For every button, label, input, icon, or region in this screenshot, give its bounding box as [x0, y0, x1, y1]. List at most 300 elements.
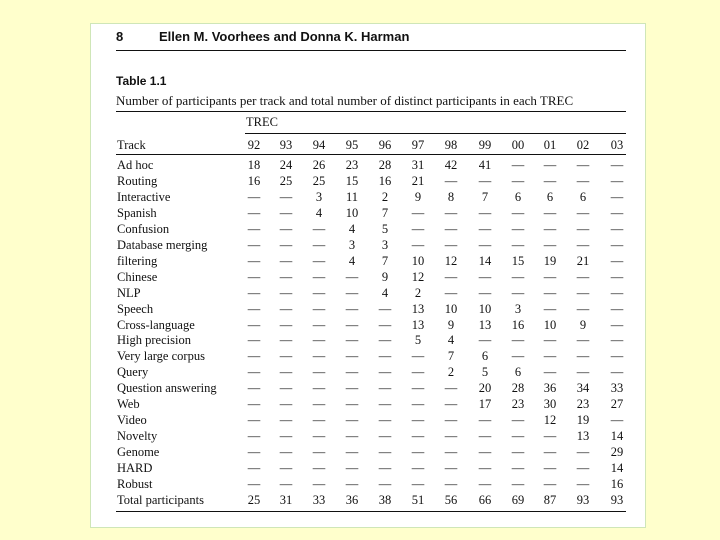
participant-count: 3	[348, 237, 356, 252]
participant-count: 33	[610, 381, 624, 396]
participant-count: 30	[543, 397, 557, 412]
participant-count: 41	[478, 158, 492, 172]
participant-count: —	[247, 253, 261, 268]
participant-count: —	[511, 158, 525, 172]
participant-count: —	[279, 189, 293, 204]
column-header-rule	[116, 154, 626, 155]
participant-count: —	[478, 445, 492, 460]
running-header-authors: Ellen M. Voorhees and Donna K. Harman	[159, 29, 410, 44]
participant-count: 9	[447, 317, 455, 332]
track-name: Database merging	[117, 237, 208, 252]
participant-count: —	[478, 333, 492, 348]
header-rule	[116, 50, 626, 51]
participant-count: —	[247, 461, 261, 476]
participant-count: —	[279, 301, 293, 316]
participant-count: 6	[514, 189, 522, 204]
participant-count: —	[312, 365, 326, 380]
participant-count: —	[247, 237, 261, 252]
track-name: Ad hoc	[117, 158, 154, 172]
participant-count: —	[378, 461, 392, 476]
participant-count: —	[610, 189, 624, 204]
table-top-rule	[116, 111, 626, 112]
participant-count: —	[411, 397, 425, 412]
participant-count: —	[279, 445, 293, 460]
participant-count: —	[312, 285, 326, 300]
participant-count: 16	[378, 173, 392, 188]
participant-count: —	[345, 381, 359, 396]
participant-count: 19	[543, 253, 557, 268]
participant-count: —	[610, 301, 624, 316]
track-name: filtering	[117, 253, 158, 268]
participant-count: —	[511, 173, 525, 188]
track-name: Confusion	[117, 221, 170, 236]
participant-count: —	[576, 173, 590, 188]
participant-count: 2	[381, 189, 389, 204]
participant-count: —	[576, 365, 590, 380]
document-page	[90, 23, 646, 528]
participant-count: —	[378, 333, 392, 348]
participant-count: —	[576, 285, 590, 300]
participant-count: —	[444, 397, 458, 412]
participant-count: 14	[610, 429, 624, 444]
participant-count: —	[312, 461, 326, 476]
participant-count: 15	[511, 253, 525, 268]
track-name: Query	[117, 365, 149, 380]
participant-count: —	[511, 413, 525, 428]
participant-count: —	[247, 317, 261, 332]
participant-count: 7	[481, 189, 489, 204]
participant-count: —	[279, 477, 293, 491]
participant-count: —	[312, 221, 326, 236]
participant-count: 9	[579, 317, 587, 332]
participant-count: —	[478, 269, 492, 284]
participant-count: —	[576, 269, 590, 284]
participant-count: —	[312, 349, 326, 364]
participant-count: —	[247, 365, 261, 380]
participant-count: 7	[381, 253, 389, 268]
participant-count: —	[312, 237, 326, 252]
participant-count: —	[610, 349, 624, 364]
participant-count: —	[478, 461, 492, 476]
track-name: Chinese	[117, 269, 158, 284]
participant-count: 16	[610, 477, 624, 491]
track-name: Cross-language	[117, 317, 195, 332]
participant-count: 29	[610, 445, 624, 460]
track-name: Interactive	[117, 189, 171, 204]
participant-count: —	[247, 269, 261, 284]
participant-count: —	[345, 333, 359, 348]
participant-count: —	[444, 413, 458, 428]
participant-count: 36	[543, 381, 557, 396]
column-header-year: 93	[279, 138, 293, 152]
participant-count: 5	[481, 365, 489, 380]
participant-count: 2	[414, 285, 422, 300]
table-label: Table 1.1	[116, 74, 167, 88]
column-header-year: 97	[411, 138, 425, 152]
participant-count: —	[247, 333, 261, 348]
participant-count: —	[576, 333, 590, 348]
participant-count: 9	[414, 189, 422, 204]
participant-count: —	[444, 173, 458, 188]
participant-count: —	[511, 221, 525, 236]
participant-count: —	[543, 237, 557, 252]
participant-count: 25	[279, 173, 293, 188]
participant-count: —	[411, 381, 425, 396]
participant-count: 24	[279, 158, 293, 172]
group-header-rule	[245, 133, 626, 134]
participant-count: —	[576, 205, 590, 220]
column-header-year: 95	[345, 138, 359, 152]
participant-count: —	[610, 158, 624, 172]
participant-count: 33	[312, 493, 326, 507]
track-name: Question answering	[117, 381, 217, 396]
participant-count: —	[345, 477, 359, 491]
participant-count: —	[576, 301, 590, 316]
track-name: Routing	[117, 173, 158, 188]
participant-count: 34	[576, 381, 590, 396]
participant-count: —	[345, 349, 359, 364]
participant-count: —	[345, 301, 359, 316]
participant-count: —	[610, 205, 624, 220]
column-header-year: 03	[610, 138, 624, 152]
participant-count: 4	[348, 253, 356, 268]
participant-count: 12	[444, 253, 458, 268]
participant-count: 23	[345, 158, 359, 172]
participant-count: —	[279, 237, 293, 252]
participant-count: —	[543, 365, 557, 380]
track-name: HARD	[117, 461, 153, 476]
participant-count: 12	[543, 413, 557, 428]
participant-count: —	[411, 365, 425, 380]
track-name: Novelty	[117, 429, 158, 444]
participant-count: —	[279, 285, 293, 300]
participant-count: —	[543, 445, 557, 460]
participant-count: —	[511, 237, 525, 252]
participant-count: —	[345, 461, 359, 476]
participant-count: —	[247, 285, 261, 300]
participant-count: —	[511, 333, 525, 348]
participant-count: —	[247, 429, 261, 444]
participant-count: —	[345, 445, 359, 460]
participant-count: —	[511, 285, 525, 300]
column-header-year: 94	[312, 138, 326, 152]
participant-count: —	[511, 205, 525, 220]
participant-count: 13	[576, 429, 590, 444]
participant-count: —	[511, 349, 525, 364]
participant-count: 42	[444, 158, 458, 172]
participant-count: —	[279, 253, 293, 268]
participant-count: —	[543, 285, 557, 300]
participant-count: —	[279, 429, 293, 444]
participant-count: —	[543, 429, 557, 444]
participant-count: —	[247, 445, 261, 460]
participant-count: —	[312, 477, 326, 491]
column-header-track: Track	[117, 138, 146, 152]
participant-count: —	[576, 158, 590, 172]
table-caption: Number of participants per track and total number of distinct participants in each TREC	[116, 93, 574, 108]
participant-count: —	[378, 301, 392, 316]
participant-count: —	[543, 333, 557, 348]
participant-count: —	[247, 413, 261, 428]
participant-count: 31	[411, 158, 425, 172]
participant-count: —	[543, 158, 557, 172]
participant-count: —	[247, 301, 261, 316]
participant-count: —	[478, 285, 492, 300]
participant-count: 25	[312, 173, 326, 188]
participant-count: 38	[378, 493, 392, 507]
participant-count: 10	[444, 301, 458, 316]
track-name: Speech	[117, 301, 154, 316]
participant-count: 6	[481, 349, 489, 364]
participant-count: —	[610, 413, 624, 428]
participant-count: —	[610, 285, 624, 300]
participant-count: —	[576, 461, 590, 476]
participant-count: 5	[381, 221, 389, 236]
participant-count: —	[247, 381, 261, 396]
participant-count: —	[279, 461, 293, 476]
table-bottom-rule	[116, 511, 626, 512]
participant-count: —	[279, 349, 293, 364]
participant-count: —	[511, 429, 525, 444]
participant-count: —	[576, 221, 590, 236]
participant-count: —	[378, 445, 392, 460]
participant-count: —	[610, 317, 624, 332]
participant-count: 10	[478, 301, 492, 316]
participant-count: —	[345, 317, 359, 332]
participant-count: —	[378, 365, 392, 380]
participant-count: 7	[381, 205, 389, 220]
participant-count: —	[279, 333, 293, 348]
participant-count: —	[312, 253, 326, 268]
participant-count: —	[312, 381, 326, 396]
participant-count: —	[345, 413, 359, 428]
participant-count: —	[312, 301, 326, 316]
participant-count: 4	[381, 285, 389, 300]
participant-count: 23	[576, 397, 590, 412]
participant-count: —	[444, 461, 458, 476]
participant-count: 8	[447, 189, 455, 204]
participant-count: —	[345, 285, 359, 300]
participant-count: 93	[610, 493, 624, 507]
participant-count: —	[279, 221, 293, 236]
group-header-trec: TREC	[246, 115, 278, 129]
participant-count: 9	[381, 269, 389, 284]
participant-count: —	[576, 445, 590, 460]
participant-count: 27	[610, 397, 624, 412]
track-name: Spanish	[117, 205, 157, 220]
participant-count: —	[543, 173, 557, 188]
participant-count: —	[411, 237, 425, 252]
track-name: Very large corpus	[117, 349, 205, 364]
participant-count: 21	[411, 173, 425, 188]
participant-count: —	[511, 269, 525, 284]
participant-count: —	[279, 381, 293, 396]
participant-count: —	[576, 477, 590, 491]
participant-count: —	[345, 269, 359, 284]
track-name: Video	[117, 413, 147, 428]
track-name: High precision	[117, 333, 191, 348]
participant-count: 36	[345, 493, 359, 507]
participant-count: 4	[447, 333, 455, 348]
participant-count: 4	[315, 205, 323, 220]
participant-count: 5	[414, 333, 422, 348]
participant-count: 16	[247, 173, 261, 188]
column-header-year: 98	[444, 138, 458, 152]
column-header-year: 01	[543, 138, 557, 152]
participant-count: —	[411, 349, 425, 364]
participant-count: 13	[411, 301, 425, 316]
participant-count: 26	[312, 158, 326, 172]
participant-count: —	[478, 413, 492, 428]
participant-count: 87	[543, 493, 557, 507]
participant-count: —	[478, 221, 492, 236]
participant-count: —	[378, 413, 392, 428]
participant-count: —	[345, 429, 359, 444]
participant-count: 28	[378, 158, 392, 172]
participant-count: —	[444, 429, 458, 444]
participant-count: —	[411, 413, 425, 428]
participant-count: —	[345, 397, 359, 412]
participant-count: —	[279, 397, 293, 412]
participant-count: 6	[546, 189, 554, 204]
participant-count: —	[378, 429, 392, 444]
participant-count: —	[345, 365, 359, 380]
track-name: Genome	[117, 445, 160, 460]
participant-count: 31	[279, 493, 293, 507]
participant-count: —	[444, 445, 458, 460]
participant-count: —	[543, 205, 557, 220]
participant-count: 14	[610, 461, 624, 476]
participant-count: 56	[444, 493, 458, 507]
participant-count: —	[511, 445, 525, 460]
participant-count: —	[411, 445, 425, 460]
participant-count: —	[312, 413, 326, 428]
participant-count: 93	[576, 493, 590, 507]
participant-count: 16	[511, 317, 525, 332]
participant-count: —	[511, 461, 525, 476]
participant-count: —	[444, 381, 458, 396]
track-name: Robust	[117, 477, 153, 491]
participant-count: —	[610, 253, 624, 268]
participant-count: —	[378, 397, 392, 412]
participant-count: —	[411, 461, 425, 476]
participant-count: —	[378, 317, 392, 332]
participant-count: 18	[247, 158, 261, 172]
participant-count: —	[312, 269, 326, 284]
participant-count: 10	[543, 317, 557, 332]
participant-count: —	[543, 301, 557, 316]
participant-count: 10	[411, 253, 425, 268]
participant-count: 20	[478, 381, 492, 396]
participant-count: 4	[348, 221, 356, 236]
participant-count: 17	[478, 397, 492, 412]
column-header-year: 96	[378, 138, 392, 152]
participant-count: 12	[411, 269, 425, 284]
participant-count: —	[279, 317, 293, 332]
participant-count: —	[444, 285, 458, 300]
participant-count: —	[247, 221, 261, 236]
participant-count: 66	[478, 493, 492, 507]
column-header-year: 00	[511, 138, 525, 152]
participant-count: 2	[447, 365, 455, 380]
participant-count: —	[411, 477, 425, 491]
participant-count: 21	[576, 253, 590, 268]
participant-count: —	[378, 349, 392, 364]
participant-count: —	[312, 429, 326, 444]
participant-count: —	[378, 477, 392, 491]
participant-count: 6	[514, 365, 522, 380]
participant-count: —	[444, 269, 458, 284]
participant-count: —	[247, 397, 261, 412]
participant-count: 69	[511, 493, 525, 507]
track-name: NLP	[117, 285, 141, 300]
participant-count: —	[543, 349, 557, 364]
participant-count: —	[411, 429, 425, 444]
participant-count: 3	[315, 189, 323, 204]
participant-count: —	[312, 333, 326, 348]
participant-count: 3	[514, 301, 522, 316]
participant-count: 6	[579, 189, 587, 204]
participant-count: —	[411, 205, 425, 220]
participant-count: —	[279, 269, 293, 284]
participant-count: —	[478, 173, 492, 188]
participant-count: —	[478, 205, 492, 220]
participant-count: —	[247, 349, 261, 364]
participant-count: —	[247, 205, 261, 220]
participant-count: —	[444, 221, 458, 236]
participant-count: —	[411, 221, 425, 236]
participant-count: —	[279, 365, 293, 380]
participant-count: 13	[478, 317, 492, 332]
participant-count: —	[279, 413, 293, 428]
participant-count: —	[478, 477, 492, 491]
participant-count: —	[511, 477, 525, 491]
participant-count: —	[610, 173, 624, 188]
participant-count: —	[543, 221, 557, 236]
participant-count: —	[378, 381, 392, 396]
participant-count: —	[312, 445, 326, 460]
column-header-year: 99	[478, 138, 492, 152]
track-name: Web	[117, 397, 140, 412]
participant-count: 23	[511, 397, 525, 412]
participant-count: 13	[411, 317, 425, 332]
participant-count: —	[444, 205, 458, 220]
page-number: 8	[116, 29, 124, 44]
participant-count: 51	[411, 493, 425, 507]
participant-count: —	[312, 317, 326, 332]
participant-count: —	[610, 237, 624, 252]
participant-count: —	[576, 237, 590, 252]
track-name: Total participants	[117, 493, 204, 507]
participant-count: —	[444, 237, 458, 252]
participant-count: —	[247, 477, 261, 491]
column-header-year: 92	[247, 138, 261, 152]
participant-count: —	[610, 333, 624, 348]
participant-count: —	[279, 205, 293, 220]
participant-count: 15	[345, 173, 359, 188]
participant-count: 11	[345, 189, 359, 204]
participant-count: —	[478, 237, 492, 252]
participant-count: 19	[576, 413, 590, 428]
participant-count: —	[610, 365, 624, 380]
participant-count: —	[478, 429, 492, 444]
participant-count: 7	[447, 349, 455, 364]
participant-count: —	[543, 477, 557, 491]
participant-count: —	[247, 189, 261, 204]
participant-count: 3	[381, 237, 389, 252]
participant-count: —	[444, 477, 458, 491]
participant-count: —	[543, 461, 557, 476]
